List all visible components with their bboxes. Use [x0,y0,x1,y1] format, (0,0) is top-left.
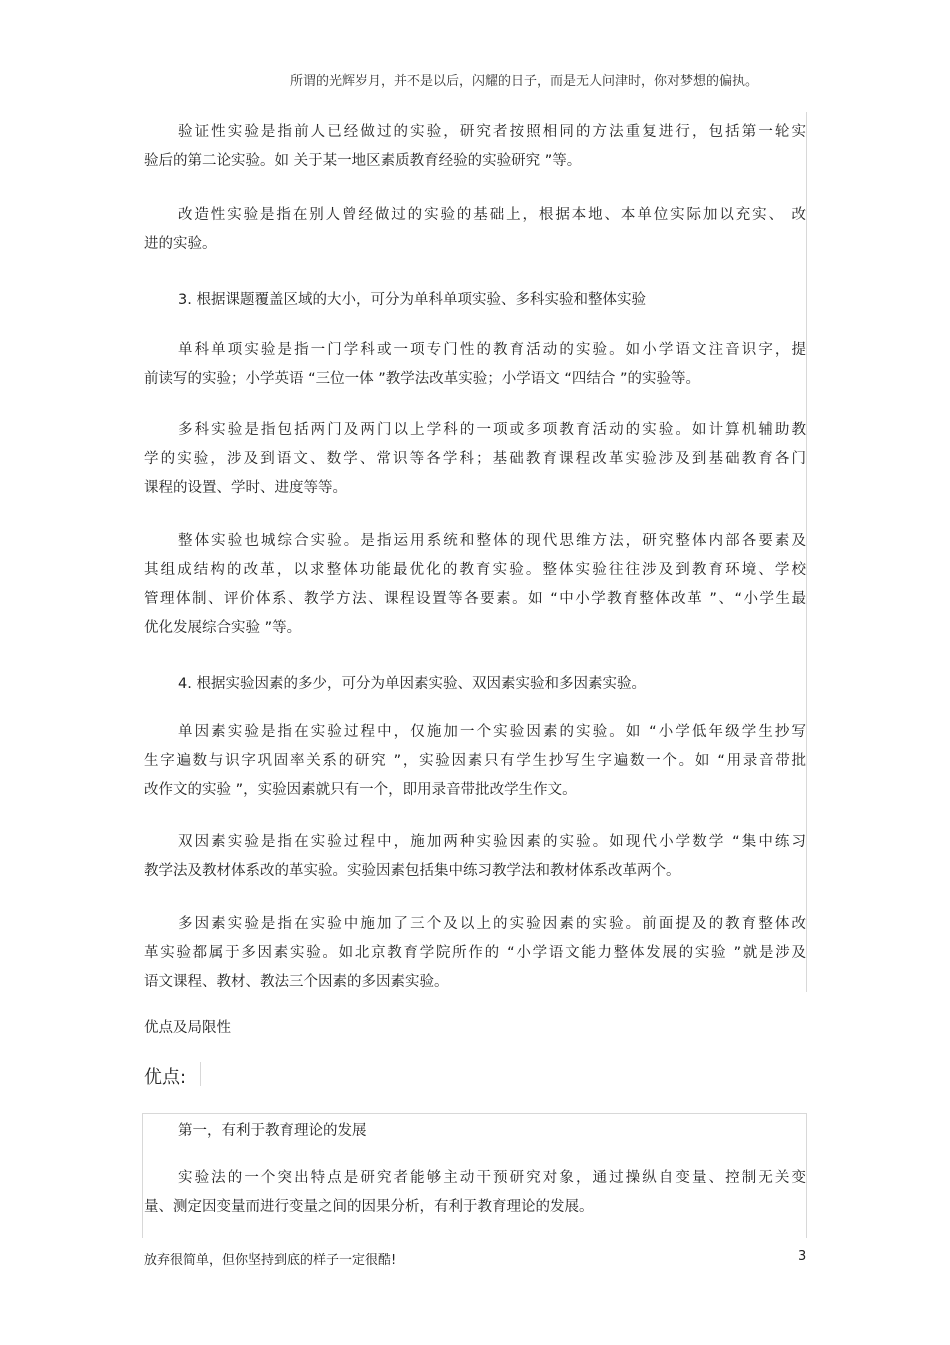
paragraph-holistic: 整体实验也城综合实验。是指运用系统和整体的现代思维方法，研究整体内部各要素及 其组成结构的改革，以求整体功能最优化的教育实验。整体实验往往涉及到教育环境、学校 管理体制、评价体系、教学方法、课程设置等各要素。如 “中小学教育整体改革 ”、“小学生最 优化发展综合实验 ”等。 [144,533,806,636]
footer-motto: 放弃很简单，但你坚持到底的样子一定很酷! [144,1253,397,1268]
section-title: 优点及局限性 [144,1020,231,1036]
box-top-border [142,1113,807,1114]
heading-4: 4. 根据实验因素的多少，可分为单因素实验、双因素实验和多因素实验。 [178,676,646,692]
paragraph-multi-factor: 多因素实验是指在实验中施加了三个及以上的实验因素的实验。前面提及的教育整体改 革实验都属于多因素实验。如北京教育学院所作的 “小学语文能力整体发展的实验 ”就是涉及 语文课程、教材、教法三个因素的多因素实验。 [144,916,806,990]
divider-mark [200,1062,201,1086]
advantages-title: 优点: [144,1067,187,1088]
paragraph-single-factor: 单因素实验是指在实验过程中，仅施加一个实验因素的实验。如 “小学低年级学生抄写 生字遍数与识字巩固率关系的研究 ”，实验因素只有学生抄写生字遍数一个。如 “用录音带批 改作文的实验 ”，实验因素就只有一个，即用录音带批改学生作文。 [144,724,806,798]
box-left-border [142,1113,143,1238]
paragraph-multi-subject: 多科实验是指包括两门及两门以上学科的一项或多项教育活动的实验。如计算机辅助教 学的实验，涉及到语文、数学、常识等各学科；基础教育课程改革实验涉及到基础教育各门 课程的设置、学时、进度等等。 [144,422,806,496]
header-motto: 所谓的光辉岁月，并不是以后，闪耀的日子，而是无人问津时，你对梦想的偏执。 [290,74,759,89]
paragraph-advantage-1: 实验法的一个突出特点是研究者能够主动干预研究对象，通过操纵自变量、控制无关变 量、测定因变量而进行变量之间的因果分析，有利于教育理论的发展。 [144,1170,806,1215]
page-number: 3 [798,1249,807,1264]
paragraph-improvement: 改造性实验是指在别人曾经做过的实验的基础上，根据本地、本单位实际加以充实、 改 进的实验。 [144,207,806,252]
heading-3: 3. 根据课题覆盖区域的大小，可分为单科单项实验、多科实验和整体实验 [178,292,646,308]
box-right-border [806,1113,807,1238]
paragraph-single-subject: 单科单项实验是指一门学科或一项专门性的教育活动的实验。如小学语文注音识字，提 前读写的实验；小学英语 “三位一体 ”教学法改革实验；小学语文 “四结合 ”的实验等。 [144,342,806,387]
paragraph-verification: 验证性实验是指前人已经做过的实验，研究者按照相同的方法重复进行，包括第一轮实 验后的第二论实验。如 关于某一地区素质教育经验的实验研究 ”等。 [144,124,806,169]
paragraph-two-factor: 双因素实验是指在实验过程中，施加两种实验因素的实验。如现代小学数学 “集中练习 教学法及教材体系改的革实验。实验因素包括集中练习教学法和教材体系改革两个。 [144,834,806,879]
right-border [806,112,807,992]
point-1-heading: 第一，有利于教育理论的发展 [178,1123,367,1139]
